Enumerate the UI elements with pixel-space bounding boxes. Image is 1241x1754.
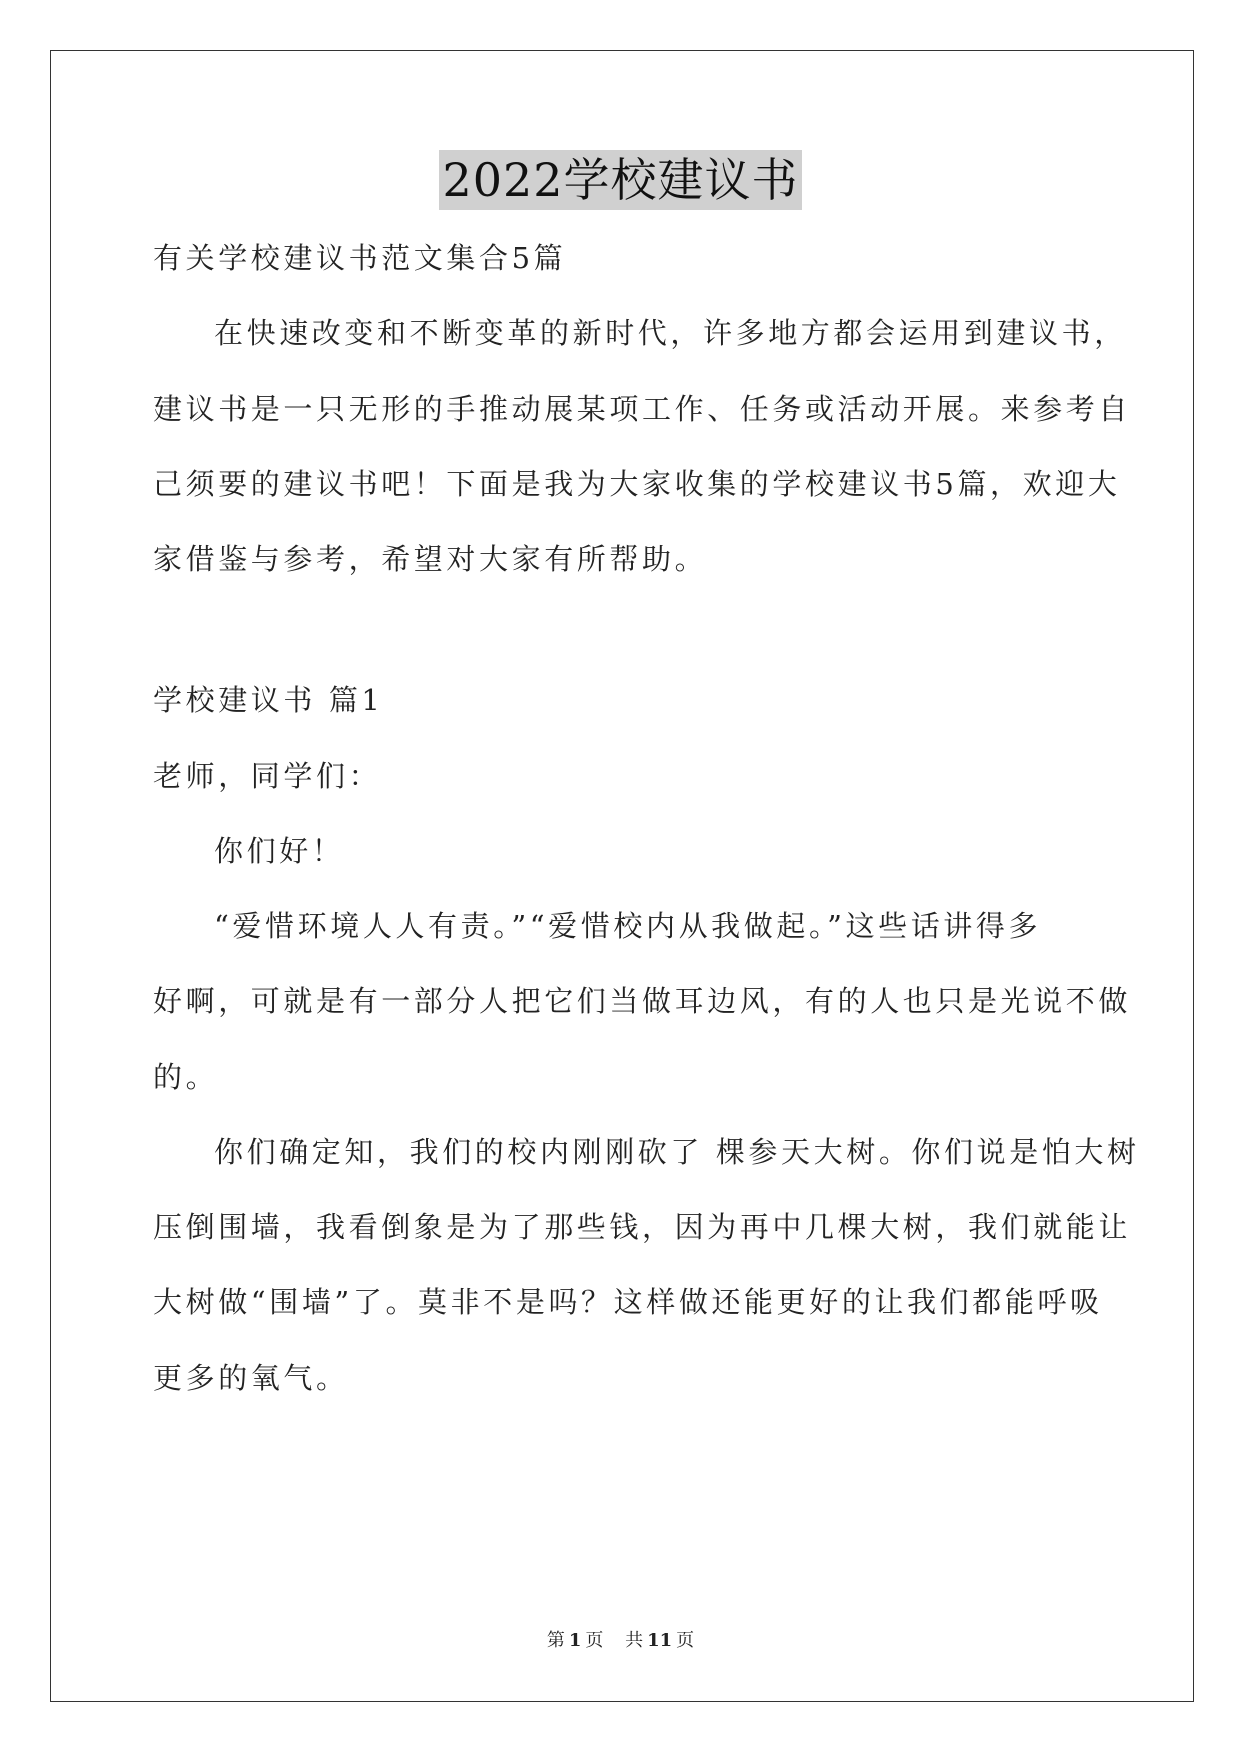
page-border: [50, 50, 1194, 1702]
section-heading: 学校建议书 篇1: [153, 683, 384, 717]
intro-line-1: 在快速改变和不断变革的新时代，许多地方都会运用到建议书，: [214, 316, 1127, 350]
title-container: [0, 150, 1241, 210]
document-subtitle: 有关学校建议书范文集合5篇: [153, 241, 567, 275]
page-prefix: 第: [546, 1630, 565, 1651]
total-suffix: 页: [676, 1630, 695, 1651]
para2-line-3: 大树做“围墙”了。莫非不是吗？这样做还能更好的让我们都能呼吸: [153, 1285, 1103, 1319]
page-indicator: [543, 1630, 608, 1651]
total-prefix: 共: [625, 1630, 644, 1651]
greeting: 你们好！: [214, 834, 345, 868]
para2-line-4: 更多的氧气。: [153, 1361, 349, 1395]
document-title: 2022学校建议书: [439, 150, 801, 210]
salutation: 老师，同学们：: [153, 759, 382, 793]
intro-line-2: 建议书是一只无形的手推动展某项工作、任务或活动开展。来参考自: [153, 392, 1132, 426]
total-indicator: [621, 1630, 698, 1651]
para1-line-2: 好啊，可就是有一部分人把它们当做耳边风，有的人也只是光说不做: [153, 984, 1132, 1018]
para1-line-1: “爱惜环境人人有责。”“爱惜校内从我做起。”这些话讲得多: [214, 909, 1042, 943]
intro-line-4: 家借鉴与参考，希望对大家有所帮助。: [153, 542, 708, 576]
intro-line-3: 己须要的建议书吧！下面是我为大家收集的学校建议书5篇，欢迎大: [153, 467, 1121, 501]
para2-line-2: 压倒围墙，我看倒象是为了那些钱，因为再中几棵大树，我们就能让: [153, 1210, 1132, 1244]
page-number: 1: [568, 1630, 582, 1651]
page-suffix: 页: [585, 1630, 604, 1651]
para2-line-1: 你们确定知，我们的校内刚刚砍了 棵参天大树。你们说是怕大树: [214, 1135, 1140, 1169]
total-pages: 11: [647, 1630, 673, 1651]
page-footer: [0, 1629, 1241, 1653]
para1-line-3: 的。: [153, 1060, 219, 1094]
